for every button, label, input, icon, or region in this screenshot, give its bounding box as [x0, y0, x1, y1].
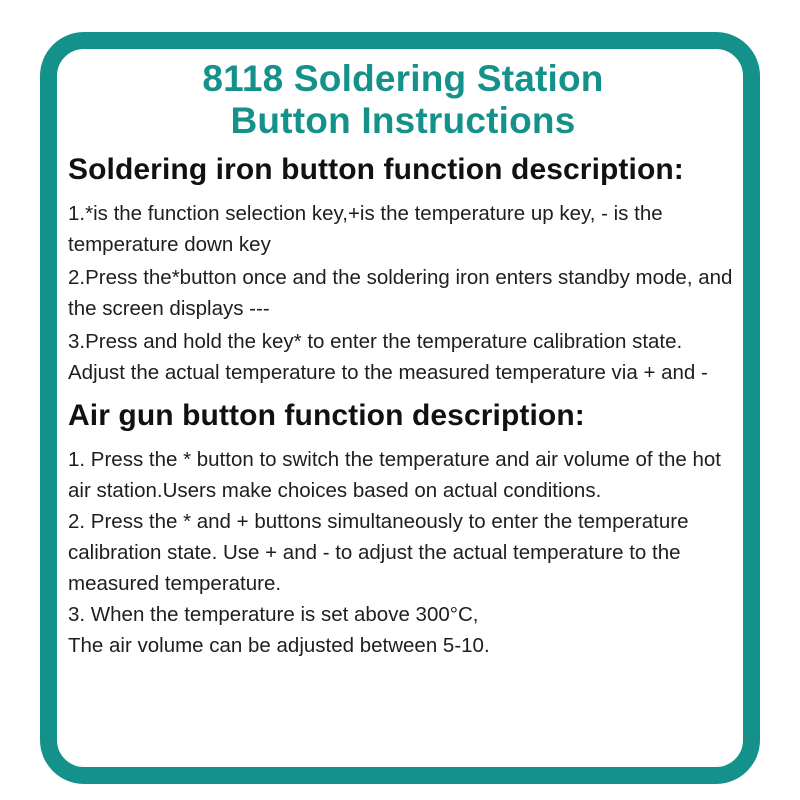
iron-instruction-1: 1.*is the function selection key,+is the temperature up key, - is the temperature down key	[68, 202, 663, 256]
air-instruction-2: 2. Press the * and + buttons simultaneously to enter the temperature calibration state. Use + and - to adjust the actual temperature to the measured temperature.	[68, 510, 689, 595]
instruction-card-content	[68, 58, 738, 661]
iron-instructions	[68, 198, 738, 388]
iron-instruction-2: 2.Press the*button once and the soldering iron enters standby mode, and the screen displays ---	[68, 266, 733, 320]
iron-instruction-3: 3.Press and hold the key* to enter the temperature calibration state. Adjust the actual temperature to the measured temperature via + and -	[68, 330, 708, 384]
air-section-heading: Air gun button function description:	[68, 399, 585, 432]
title-line-1: 8118 Soldering Station	[202, 58, 604, 99]
title-line-2: Button Instructions	[230, 100, 576, 141]
iron-section-heading: Soldering iron button function description:	[68, 153, 684, 186]
air-instruction-1: 1. Press the * button to switch the temperature and air volume of the hot air station.Users make choices based on actual conditions.	[68, 448, 721, 502]
air-instruction-3: 3. When the temperature is set above 300°C,	[68, 603, 479, 626]
air-instruction-4: The air volume can be adjusted between 5-10.	[68, 634, 490, 657]
page-title	[68, 58, 738, 142]
air-instructions	[68, 444, 738, 661]
